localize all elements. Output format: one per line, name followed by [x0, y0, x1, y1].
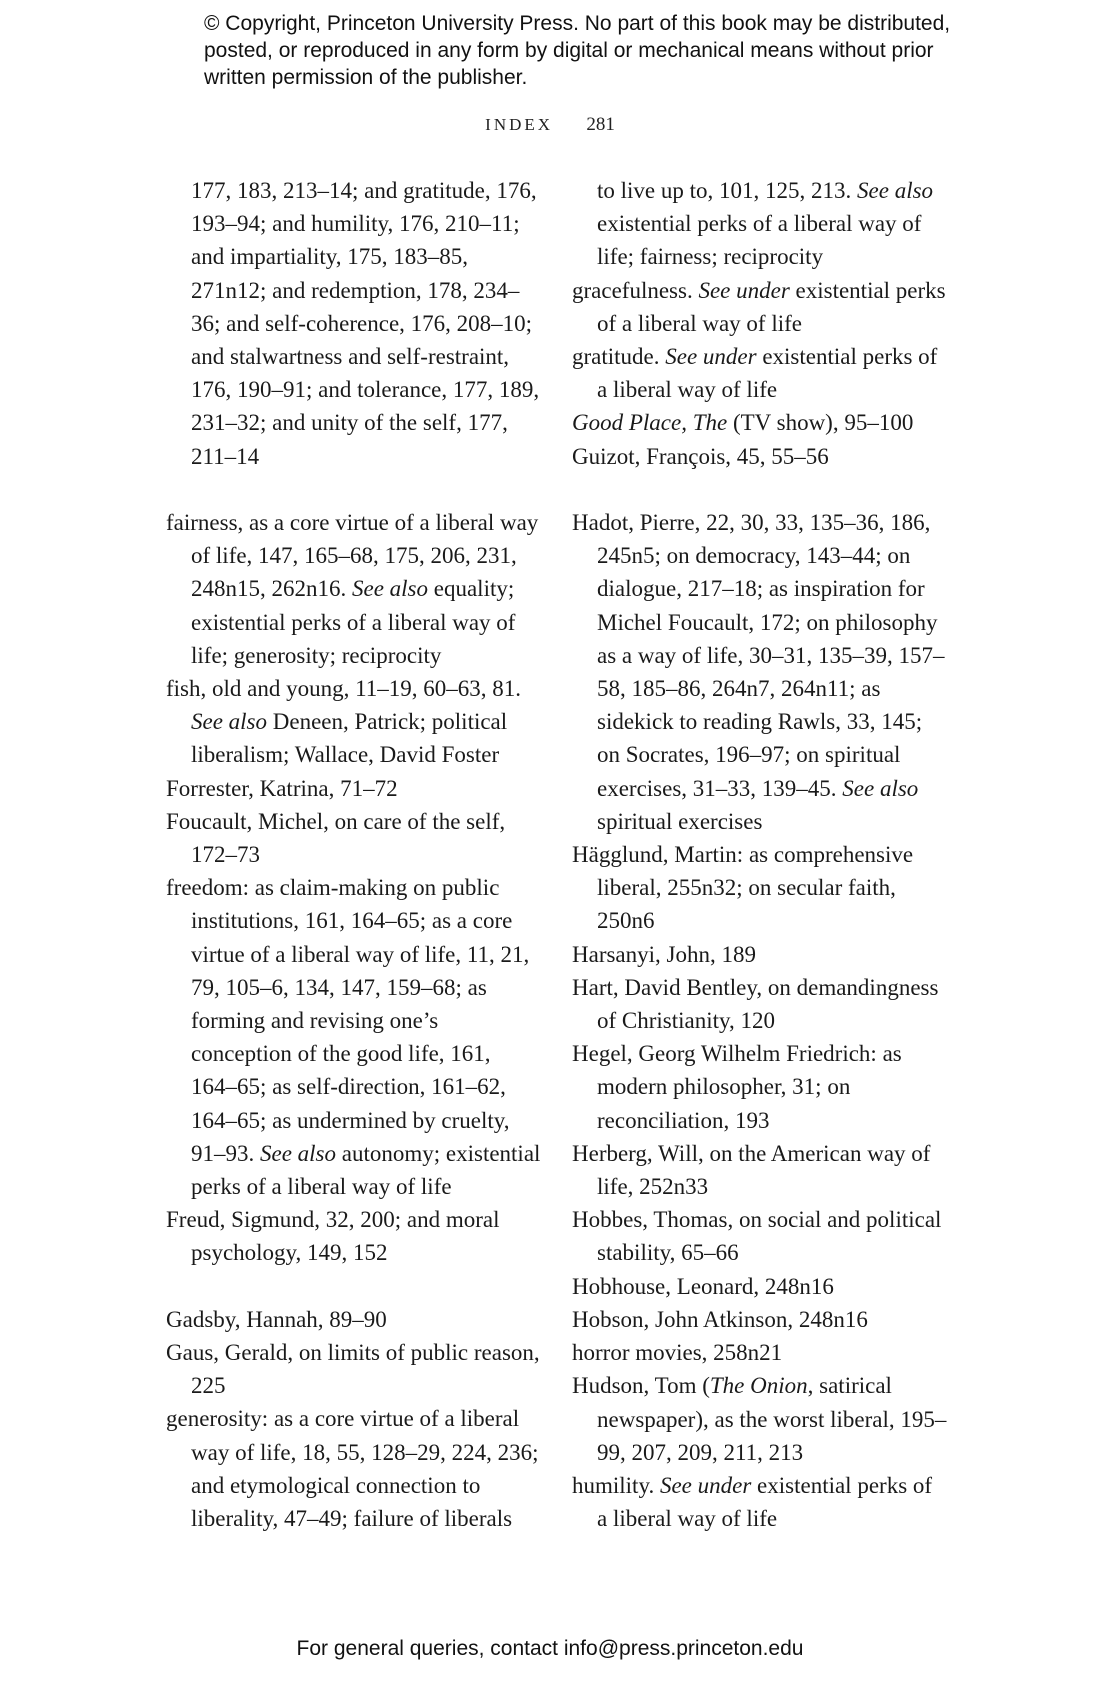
- italic-text: The Onion: [709, 1373, 808, 1399]
- index-entry: [166, 506, 541, 672]
- index-entry: [572, 340, 947, 406]
- entry-text: spiritual exercises: [597, 808, 763, 834]
- entry-text: Herberg, Will, on the American way of life, 252n33: [572, 1140, 931, 1200]
- entry-text: , satirical newspaper), as the worst liberal, 195–99, 207, 209, 211, 213: [597, 1373, 947, 1465]
- italic-text: See under: [698, 277, 790, 303]
- index-entry: [572, 1369, 947, 1469]
- letter-group-gap: [166, 1270, 541, 1303]
- entry-text: Guizot, François, 45, 55–56: [572, 443, 829, 469]
- index-entry: [166, 772, 541, 805]
- entry-text: (TV show), 95–100: [727, 410, 914, 436]
- index-entry: [572, 1336, 947, 1369]
- index-entry: [572, 274, 947, 340]
- letter-group-gap: [166, 473, 541, 506]
- index-entry: [166, 1402, 541, 1535]
- index-entry: [572, 406, 947, 439]
- entry-text: Hobbes, Thomas, on social and political stability, 65–66: [572, 1207, 942, 1266]
- entry-text: freedom: as claim-making on public institutions, 161, 164–65; as a core virtue of a liberal way of life, 11, 21, 79, 105–6, 134, 147, 159–68; as forming and revising one’s conception of the good life, 161, 164–65; as self-direction, 161–62, 164–65; as undermined by cruelty, 91–93.: [166, 875, 530, 1166]
- index-column-left: [166, 174, 541, 1535]
- italic-text: Good Place, The: [572, 410, 728, 436]
- index-entry: [166, 871, 541, 1203]
- entry-text: equality; existential perks of a liberal way of life; generosity; reciprocity: [191, 576, 516, 668]
- index-entry: [572, 440, 947, 473]
- index-entry: [572, 1137, 947, 1203]
- entry-text: Hobhouse, Leonard, 248n16: [572, 1273, 834, 1299]
- entry-text: Deneen, Patrick; political liberalism; Wallace, David Foster: [191, 709, 508, 768]
- entry-text: Forrester, Katrina, 71–72: [166, 775, 398, 801]
- entry-text: Freud, Sigmund, 32, 200; and moral psychology, 149, 152: [166, 1207, 500, 1266]
- footer-contact: For general queries, contact info@press.princeton.edu: [296, 1637, 804, 1660]
- entry-text: Foucault, Michel, on care of the self, 172–73: [166, 808, 506, 868]
- entry-text: generosity: as a core virtue of a liberal way of life, 18, 55, 128–29, 224, 236; and etymological connection to liberality, 47–49; failure of liberals: [166, 1406, 539, 1532]
- italic-text: See also: [191, 709, 268, 735]
- index-entry: [572, 1203, 947, 1269]
- index-column-right: [572, 174, 947, 1535]
- index-entry: [572, 1270, 947, 1303]
- index-entry-continued: [166, 174, 541, 473]
- italic-text: See also: [260, 1140, 337, 1166]
- entry-text: Gaus, Gerald, on limits of public reason, 225: [166, 1340, 540, 1399]
- entry-text: horror movies, 258n21: [572, 1340, 783, 1366]
- entry-text: fish, old and young, 11–19, 60–63, 81.: [166, 676, 521, 702]
- entry-text: humility.: [572, 1472, 660, 1498]
- entry-text: existential perks of a liberal way of life: [597, 277, 946, 336]
- entry-text: Hegel, Georg Wilhelm Friedrich: as modern philosopher, 31; on reconciliation, 193: [572, 1041, 902, 1133]
- entry-text: Hadot, Pierre, 22, 30, 33, 135–36, 186, 245n5; on democracy, 143–44; on dialogue, 217–18; as inspiration for Michel Foucault, 172; on philosophy as a way of life, 30–31, 135–39, 157–58, 185–86, 264n7, 264n11; as sidekick to reading Rawls, 33, 145; on Socrates, 196–97; on spiritual exercises, 31–33, 139–45.: [572, 510, 945, 801]
- index-entry: [166, 805, 541, 871]
- index-entry: [572, 1037, 947, 1137]
- index-entry: [166, 1336, 541, 1402]
- entry-text: existential perks of a liberal way of life; fairness; reciprocity: [597, 211, 922, 270]
- entry-text: Gadsby, Hannah, 89–90: [166, 1306, 387, 1332]
- entry-text: fairness, as a core virtue of a liberal way of life, 147, 165–68, 175, 206, 231, 248n15, 262n16.: [166, 510, 539, 602]
- index-entry: [166, 1203, 541, 1269]
- entry-text: existential perks of a liberal way of life: [597, 344, 938, 403]
- entry-text: 177, 183, 213–14; and gratitude, 176, 193–94; and humility, 176, 210–11; and impartiality, 175, 183–85, 271n12; and redemption, 178, 234–36; and self-coherence, 176, 208–10; and stalwartness and self-restraint, 176, 190–91; and tolerance, 177, 189, 231–32; and unity of the self, 177, 211–14: [191, 178, 540, 469]
- entry-text: gratitude.: [572, 344, 666, 370]
- index-entry: [572, 1469, 947, 1535]
- index-entry-continued: [572, 174, 947, 274]
- italic-text: See also: [857, 178, 934, 203]
- section-title: INDEX: [485, 115, 554, 134]
- copyright-notice: © Copyright, Princeton University Press. No part of this book may be distributed, posted, or reproduced in any form by digital or mechanical means without prior written permission of the publisher.: [204, 12, 951, 89]
- entry-text: Hudson, Tom (: [572, 1373, 710, 1399]
- entry-text: autonomy; existential perks of a liberal way of life: [191, 1140, 541, 1200]
- index-entry: [572, 938, 947, 971]
- index-entry: [166, 1303, 541, 1336]
- index-entry: [166, 672, 541, 772]
- italic-text: See under: [665, 344, 757, 370]
- letter-group-gap: [572, 473, 947, 506]
- entry-text: Hobson, John Atkinson, 248n16: [572, 1306, 868, 1332]
- entry-text: Harsanyi, John, 189: [572, 941, 756, 967]
- entry-text: to live up to, 101, 125, 213.: [597, 178, 858, 203]
- italic-text: See under: [659, 1472, 752, 1498]
- entry-text: gracefulness.: [572, 277, 699, 303]
- page-number: 281: [586, 114, 615, 135]
- entry-text: existential perks of a liberal way of life: [597, 1472, 933, 1532]
- index-entry: [572, 1303, 947, 1336]
- italic-text: See also: [842, 775, 919, 801]
- italic-text: See also: [352, 576, 429, 602]
- index-entry: [572, 506, 947, 838]
- entry-text: Hart, David Bentley, on demandingness of Christianity, 120: [572, 974, 939, 1034]
- entry-text: Hägglund, Martin: as comprehensive liberal, 255n32; on secular faith, 250n6: [572, 842, 914, 934]
- index-entry: [572, 838, 947, 938]
- index-entry: [572, 971, 947, 1037]
- running-head: [0, 114, 1100, 136]
